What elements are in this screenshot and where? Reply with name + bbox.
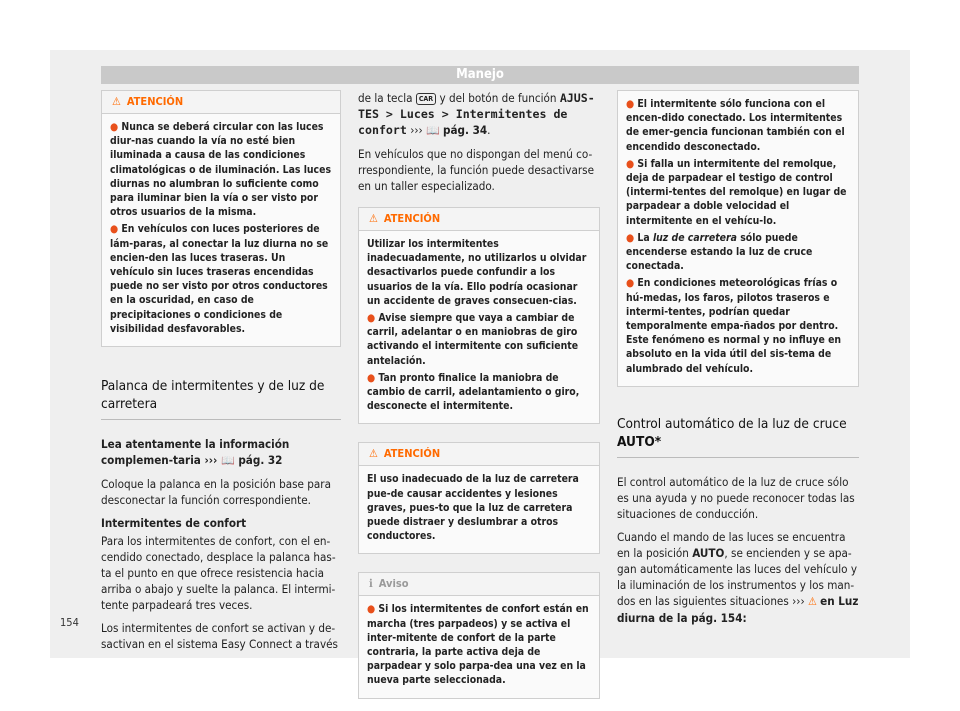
book-reference-icon: 📖 xyxy=(221,454,235,468)
paragraph: de la tecla CAR y del botón de función AJUS-TES > Luces > Intermitentes de confort ››› 📖 pág. 34. xyxy=(358,91,595,137)
warning-label: ATENCIÓN xyxy=(126,95,184,108)
list-item: ● Avise siempre que vaya a cambiar de carril, adelantar o en maniobras de giro activando el intermitente con suficiente antelación. xyxy=(367,312,579,367)
list-item: ● En vehículos con luces posteriores de lám-paras, al conectar la luz diurna no se encien-den las luces traseras. Un vehículo sin luces traseras encendidas puede no ser visto por otros conductores en la oscuridad, en caso de precipitaciones o condiciones de visibilidad desfavorables. xyxy=(110,223,329,335)
page-link[interactable]: en Luz diurna de la pág. 154: xyxy=(617,593,859,625)
page-header: Manejo xyxy=(101,66,859,84)
note-continuation-box xyxy=(617,90,859,387)
paragraph: El control automático de la luz de cruce sólo es una ayuda y no puede reconocer todas las situaciones de conducción. xyxy=(617,474,855,521)
intro-paragraph: Lea atentamente la información complemen-taria ››› 📖 pág. 32 xyxy=(101,437,290,468)
list-item: ● Si falla un intermitente del remolque, deja de parpadear el testigo de control (intermi-tentes del remolque) en lugar de parpadear a doble velocidad el intermitente en el vehícu-lo. xyxy=(626,157,847,227)
warning-triangle-icon: ⚠ xyxy=(807,594,817,608)
warning-triangle-icon: ⚠ xyxy=(369,447,378,461)
list-item: ● En condiciones meteorológicas frías o hú-medas, los faros, pilotos traseros e intermi-tentes, podrían quedar temporalmente empa-ñados por dentro. Este fenómeno es normal y no influye en absoluto en la vida útil del sis-tema de alumbrado del vehículo. xyxy=(626,277,842,375)
paragraph: Los intermitentes de confort se activan y de-sactivan en el sistema Easy Connect a través xyxy=(101,621,338,652)
note-box: ℹ Aviso ● Si los intermitentes de confort están en marcha (tres parpadeos) y se activa el inter-mitente de confort de la parte contraria, la parte activa deja de parpadear y solo parpa-dea una vez en la nueva parte seleccionada. xyxy=(358,572,600,698)
page-link[interactable]: pág. 34 xyxy=(443,123,488,137)
column-1 xyxy=(101,90,341,659)
car-key-icon: CAR xyxy=(416,93,436,105)
paragraph: Cuando el mando de las luces se encuentra en la posición AUTO, se encienden y se apa-gan automáticamente las luces del vehículo y la iluminación de los instrumentos y los man-dos en las siguientes situaciones ››› ⚠ en Luz diurna de la pág. 154: xyxy=(617,529,859,625)
warning-box: ⚠ ATENCIÓN El uso inadecuado de la luz de carretera pue-de causar accidentes y lesiones graves, pues-to que la luz de carretera puede distraer y deslumbrar a otros conductores. xyxy=(358,442,600,554)
list-item: ● La luz de carretera sólo puede encenderse estando la luz de cruce conectada. xyxy=(626,231,813,273)
paragraph: Para los intermitentes de confort, con el en-cendido conectado, desplace la palanca has-ta el punto en que ofrece resistencia hacia arriba o abajo y suelte la palanca. El intermi-tente parpadeará tres veces. xyxy=(101,534,336,613)
section-title: Control automático de la luz de cruce AUTO* xyxy=(617,415,859,458)
section-title: Palanca de intermitentes y de luz de carretera xyxy=(101,377,341,420)
book-reference-icon: 📖 xyxy=(426,124,440,137)
list-item: ● Si los intermitentes de confort están en marcha (tres parpadeos) y se activa el inter-mitente de confort de la parte contraria, la parte activa deja de parpadear y solo parpa-dea una vez en la nueva parte seleccionada. xyxy=(367,603,589,687)
paragraph: En vehículos que no dispongan del menú co-rrespondiente, la función puede desactivarse en un taller especializado. xyxy=(358,147,594,193)
list-item: ● Tan pronto finalice la maniobra de cambio de carril, adelantamiento o giro, desconecte el intermitente. xyxy=(367,371,580,413)
paragraph: Coloque la palanca en la posición base para desconectar la función correspondiente. xyxy=(101,477,331,508)
warning-triangle-icon: ⚠ xyxy=(112,95,121,108)
page-number: 154 xyxy=(60,616,79,629)
warning-triangle-icon: ⚠ xyxy=(369,212,378,225)
column-3 xyxy=(617,90,859,633)
warning-box: ⚠ ATENCIÓN Utilizar los intermitentes inadecuadamente, no utilizarlos u olvidar desactivarlos puede confundir a los usuarios de la vía. Ello podría ocasionar un accidente de graves consecuen-cias. ● Avise siempre que vaya a cambiar de carril, adelantar o en maniobras de giro activando el intermitente con suficiente antelación. ● Tan pronto finalice la maniobra de cambio de carril, adelantamiento o giro, desconecte el intermitente. xyxy=(358,207,600,424)
column-2 xyxy=(358,90,600,711)
info-icon: ℹ xyxy=(369,577,373,591)
page-link[interactable]: pág. 32 xyxy=(238,453,283,468)
warning-box xyxy=(101,90,341,347)
list-item: ● Nunca se deberá circular con las luces diur-nas cuando la vía no esté bien iluminada a causa de las condiciones climatológicas o de iluminación. Las luces diurnas no alumbran lo suficiente como para iluminar bien la vía o ser visto por otros usuarios de la misma. xyxy=(110,121,332,219)
list-item: ● El intermitente sólo funciona con el encen-dido conectado. Los intermitentes de emer-gencia funcionan también con el encendido desconectado. xyxy=(626,98,845,153)
subheading: Intermitentes de confort xyxy=(101,516,247,531)
